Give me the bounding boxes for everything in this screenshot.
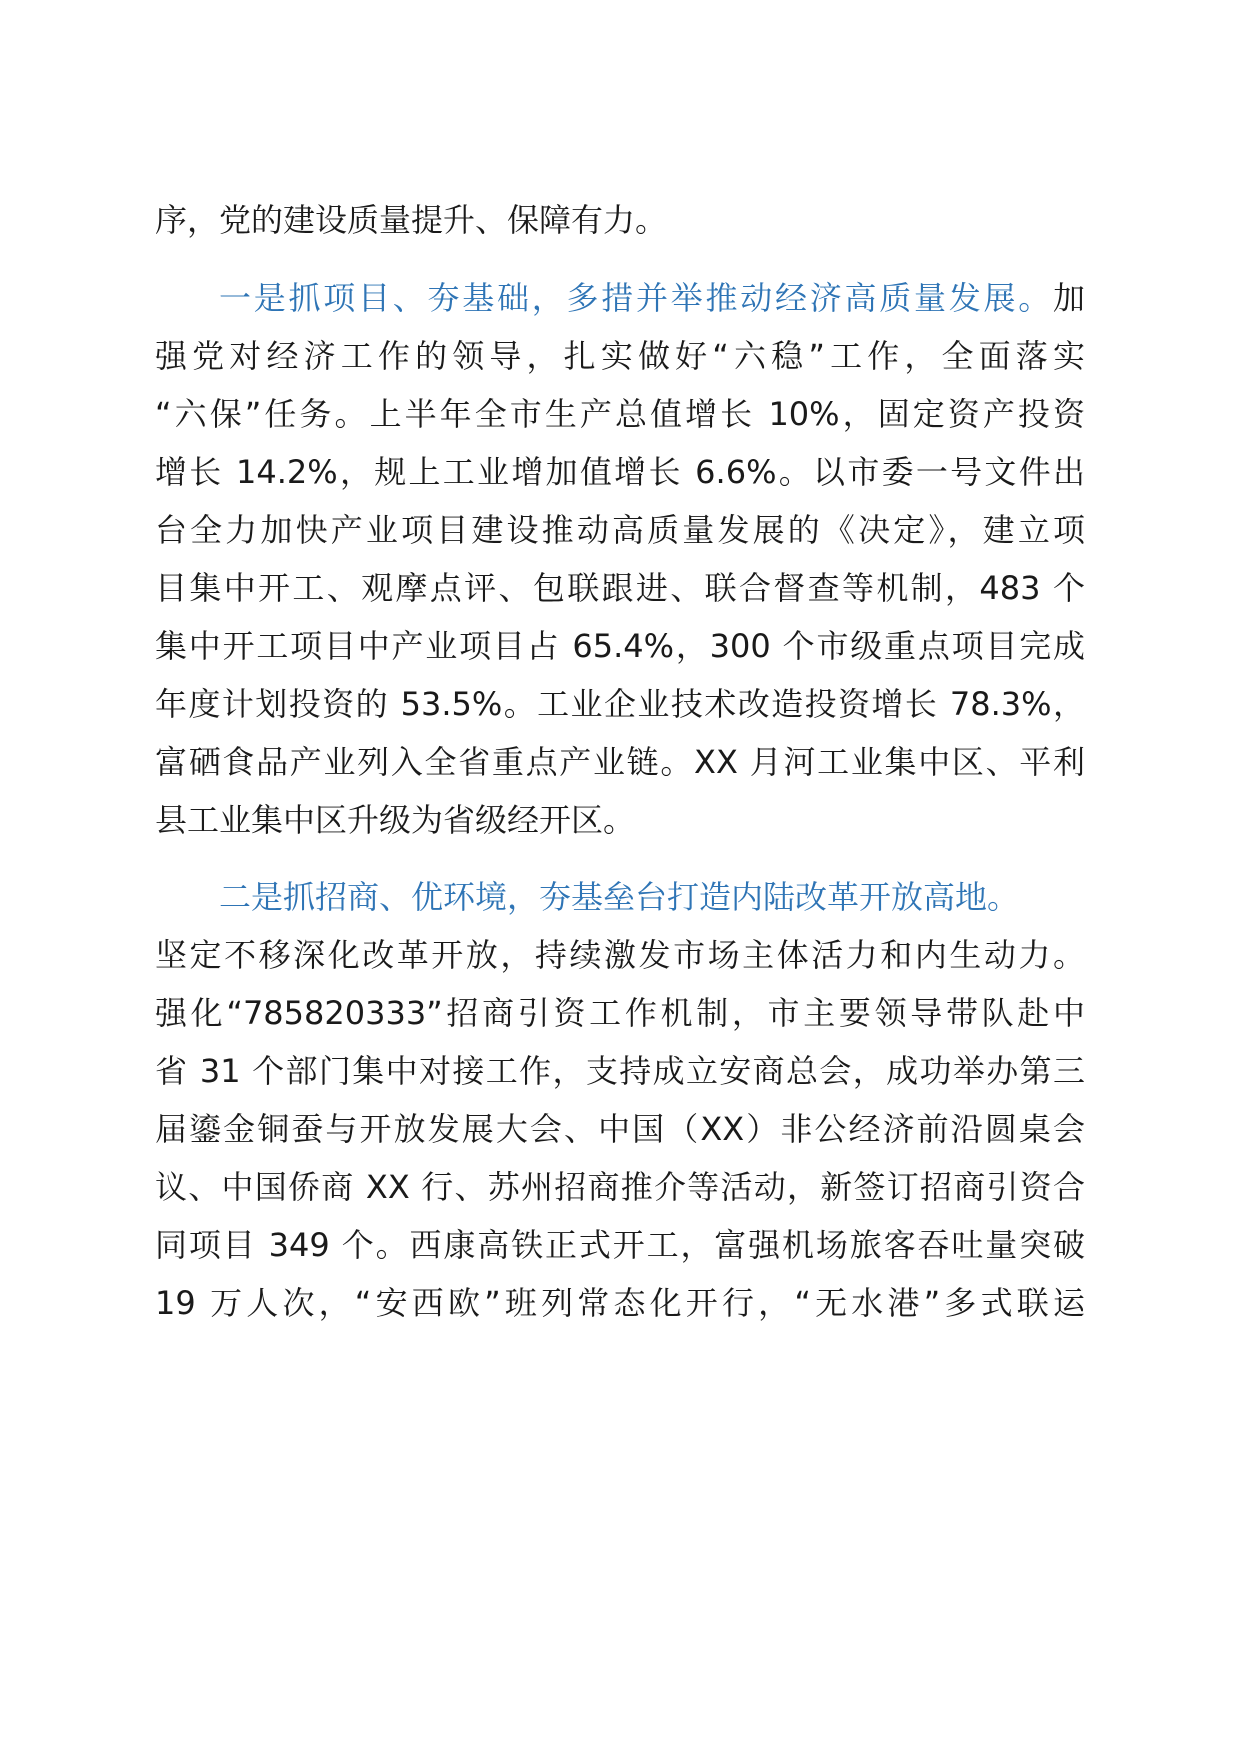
- section-heading: 二是抓招商、优环境，夯基垒台打造内陆改革开放高地。: [219, 878, 1020, 916]
- body-text-line: 坚定不移深化改革开放，持续激发市场主体活力和内生动力。: [155, 936, 1085, 974]
- body-text-line: 富硒食品产业列入全省重点产业链。XX 月河工业集中区、平利: [155, 743, 1085, 781]
- body-text-line: 19 万人次，“安西欧”班列常态化开行，“无水港”多式联运: [155, 1284, 1085, 1322]
- body-text-line: 年度计划投资的 53.5%。工业企业技术改造投资增长 78.3%，: [155, 685, 1085, 723]
- body-text-line: 议、中国侨商 XX 行、苏州招商推介等活动，新签订招商引资合: [155, 1168, 1085, 1206]
- body-text-fragment: 加: [1052, 279, 1085, 317]
- body-text-line: 同项目 349 个。西康高铁正式开工，富强机场旅客吞吐量突破: [155, 1226, 1085, 1264]
- body-text-line: 增长 14.2%，规上工业增加值增长 6.6%。以市委一号文件出: [155, 453, 1085, 491]
- body-text-line: 省 31 个部门集中对接工作，支持成立安商总会，成功举办第三: [155, 1052, 1085, 1090]
- section-heading: 一是抓项目、夯基础，多措并举推动经济高质量发展。: [219, 279, 1053, 317]
- body-text-line: 目集中开工、观摩点评、包联跟进、联合督查等机制，483 个: [155, 569, 1085, 607]
- body-text-line: 强化“785820333”招商引资工作机制，市主要领导带队赴中: [155, 994, 1085, 1032]
- body-text-line: 县工业集中区升级为省级经开区。: [155, 801, 636, 839]
- section-heading-line: [219, 875, 1085, 919]
- body-text-line: “六保”任务。上半年全市生产总值增长 10%，固定资产投资: [155, 395, 1085, 433]
- section-heading-line: [219, 276, 1085, 320]
- body-text-line: 届鎏金铜蚕与开放发展大会、中国（XX）非公经济前沿圆桌会: [155, 1110, 1085, 1148]
- body-text-line: 序，党的建设质量提升、保障有力。: [155, 201, 668, 239]
- body-text-line: 集中开工项目中产业项目占 65.4%，300 个市级重点项目完成: [155, 627, 1085, 665]
- body-text-line: 台全力加快产业项目建设推动高质量发展的《决定》，建立项: [155, 511, 1085, 549]
- body-text-line: 强党对经济工作的领导，扎实做好“六稳”工作，全面落实: [155, 337, 1085, 375]
